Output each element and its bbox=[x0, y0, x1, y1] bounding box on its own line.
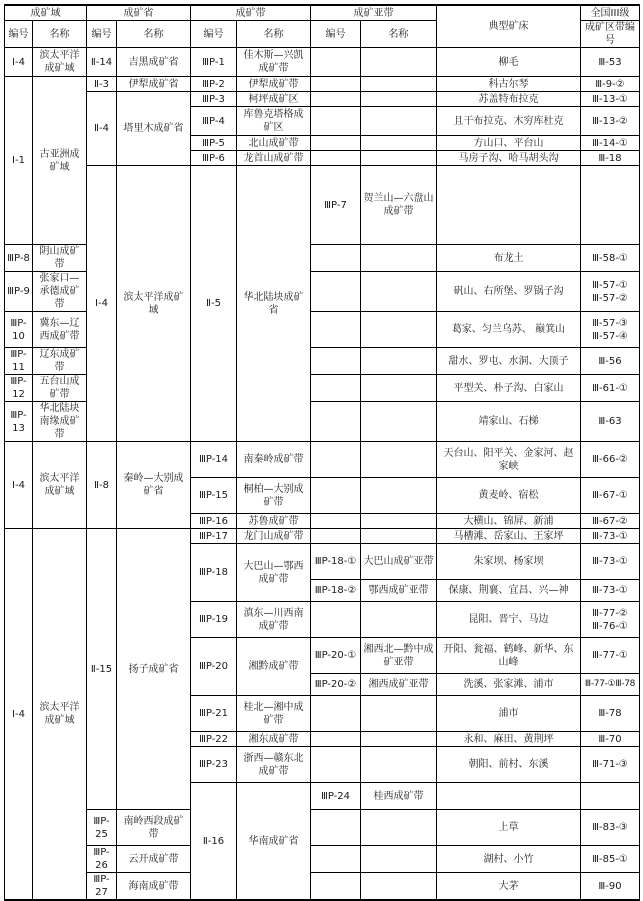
province-code: Ⅱ-8 bbox=[87, 442, 117, 529]
national-code: Ⅲ-57-③ Ⅲ-57-④ bbox=[581, 312, 640, 348]
mineralization-zones-table bbox=[4, 4, 640, 901]
province-code: Ⅱ-15 bbox=[87, 529, 117, 810]
header-belt: 成矿带 bbox=[191, 5, 311, 21]
deposit: 朱家坝、杨家坝 bbox=[437, 544, 581, 580]
belt-code: ⅢP-17 bbox=[191, 529, 237, 544]
subbelt-code bbox=[311, 873, 361, 901]
national-code: Ⅲ-85-① bbox=[581, 846, 640, 873]
belt-name: 龙门山成矿带 bbox=[237, 529, 311, 544]
subbelt-name bbox=[361, 846, 437, 873]
subbelt-name bbox=[361, 375, 437, 402]
belt-code: ⅢP-23 bbox=[191, 747, 237, 783]
subbelt-code bbox=[311, 77, 361, 92]
header-belt-code: 编号 bbox=[191, 21, 237, 48]
belt-code: ⅢP-26 bbox=[87, 846, 117, 873]
table-row bbox=[5, 529, 640, 544]
belt-name: 浙西—赣东北成矿带 bbox=[237, 747, 311, 783]
header-subbelt-code: 编号 bbox=[311, 21, 361, 48]
belt-name: 海南成矿带 bbox=[117, 873, 191, 901]
deposit: 布龙土 bbox=[437, 245, 581, 272]
domain-name: 滨太平洋成矿域 bbox=[33, 442, 87, 529]
national-code: Ⅲ-83-③ bbox=[581, 810, 640, 846]
belt-code: ⅢP-19 bbox=[191, 602, 237, 638]
subbelt-code bbox=[311, 245, 361, 272]
header-domain: 成矿域 bbox=[5, 5, 87, 21]
subbelt-code bbox=[311, 312, 361, 348]
national-code: Ⅲ-90 bbox=[581, 873, 640, 901]
table-row bbox=[5, 873, 640, 901]
national-code: Ⅲ-53 bbox=[581, 48, 640, 77]
domain-name: 古亚洲成矿域 bbox=[33, 77, 87, 245]
deposit: 朝阳、前村、东溪 bbox=[437, 747, 581, 783]
deposit: 大茅 bbox=[437, 873, 581, 901]
belt-name: 五台山成矿带 bbox=[33, 375, 87, 402]
subbelt-code bbox=[437, 783, 581, 810]
belt-name: 贺兰山—六盘山成矿带 bbox=[361, 166, 437, 245]
header-domain-code: 编号 bbox=[5, 21, 33, 48]
subbelt-code bbox=[311, 107, 361, 136]
subbelt-code bbox=[311, 348, 361, 375]
province-name: 吉黑成矿省 bbox=[117, 48, 191, 77]
subbelt-code bbox=[311, 402, 361, 442]
deposit: 甜水、罗屯、水洞、大顶子 bbox=[437, 348, 581, 375]
subbelt-code bbox=[311, 442, 361, 478]
subbelt-code bbox=[311, 514, 361, 529]
national-code: Ⅲ-58-① bbox=[581, 245, 640, 272]
subbelt-name bbox=[361, 514, 437, 529]
subbelt-name bbox=[361, 747, 437, 783]
deposit: 大横山、锦屏、新浦 bbox=[437, 514, 581, 529]
deposit: 湖村、小竹 bbox=[437, 846, 581, 873]
header-national-code: 成矿区带编号 bbox=[581, 21, 640, 48]
province-name: 塔里木成矿省 bbox=[117, 92, 191, 166]
subbelt-code bbox=[311, 602, 361, 638]
national-code: Ⅲ-73-① bbox=[581, 544, 640, 580]
deposit: 方山口、平台山 bbox=[437, 136, 581, 151]
deposit: 平型关、朴子沟、白家山 bbox=[437, 375, 581, 402]
belt-name: 桐柏—大别成矿带 bbox=[237, 478, 311, 514]
deposit: 上草 bbox=[437, 810, 581, 846]
subbelt-name bbox=[361, 732, 437, 747]
subbelt-code bbox=[311, 732, 361, 747]
subbelt-code bbox=[311, 529, 361, 544]
national-code: Ⅲ-70 bbox=[581, 732, 640, 747]
national-code: Ⅲ-13-① bbox=[581, 92, 640, 107]
subbelt-code: ⅢP-20-① bbox=[311, 638, 361, 674]
domain-name: 滨太平洋成矿域 bbox=[33, 529, 87, 901]
header-subbelt: 成矿亚带 bbox=[311, 5, 437, 21]
belt-code: ⅢP-18 bbox=[191, 544, 237, 602]
province-code: Ⅱ-16 bbox=[191, 783, 237, 901]
domain-name: 滨太平洋成矿域 bbox=[33, 48, 87, 77]
belt-name: 伊犁成矿带 bbox=[237, 77, 311, 92]
province-name: 华南成矿省 bbox=[237, 783, 311, 901]
deposit: 苏盖特布拉克 bbox=[437, 92, 581, 107]
table-row bbox=[5, 92, 640, 107]
domain-code: Ⅰ-1 bbox=[5, 77, 33, 245]
national-code: Ⅲ-77-①Ⅲ-78 bbox=[581, 674, 640, 696]
belt-name: 滇东—川西南成矿带 bbox=[237, 602, 311, 638]
belt-name: 北山成矿带 bbox=[237, 136, 311, 151]
subbelt-code bbox=[311, 747, 361, 783]
deposit: 马房子沟、哈马胡头沟 bbox=[437, 151, 581, 166]
belt-code: ⅢP-11 bbox=[5, 348, 33, 375]
table-row bbox=[5, 48, 640, 77]
belt-name: 南岭西段成矿带 bbox=[117, 810, 191, 846]
belt-name: 华北陆块南缘成矿带 bbox=[33, 402, 87, 442]
header-province-name: 名称 bbox=[117, 21, 191, 48]
national-code: Ⅲ-13-② bbox=[581, 107, 640, 136]
header-row-1 bbox=[5, 5, 640, 21]
belt-code: ⅢP-21 bbox=[191, 696, 237, 732]
deposit: 黄麦岭、宿松 bbox=[437, 478, 581, 514]
deposit: 开阳、瓮福、鹤峰、新华、东山峰 bbox=[437, 638, 581, 674]
belt-code: ⅢP-24 bbox=[311, 783, 361, 810]
deposit: 且干布拉克、木穷库杜克 bbox=[437, 107, 581, 136]
belt-code: ⅢP-2 bbox=[191, 77, 237, 92]
subbelt-name bbox=[581, 166, 640, 245]
table-container bbox=[4, 4, 639, 901]
subbelt-code bbox=[311, 136, 361, 151]
belt-code: ⅢP-12 bbox=[5, 375, 33, 402]
province-name: 华北陆块成矿省 bbox=[237, 166, 311, 442]
subbelt-code bbox=[311, 272, 361, 312]
belt-name: 湘黔成矿带 bbox=[237, 638, 311, 696]
subbelt-name bbox=[361, 402, 437, 442]
belt-code: ⅢP-9 bbox=[5, 272, 33, 312]
belt-name: 桂北—湘中成矿带 bbox=[237, 696, 311, 732]
province-code: Ⅱ-3 bbox=[87, 77, 117, 92]
subbelt-name bbox=[361, 312, 437, 348]
table-row bbox=[5, 442, 640, 478]
province-name: 扬子成矿省 bbox=[117, 529, 191, 810]
national-code: Ⅲ-67-② bbox=[581, 514, 640, 529]
national-code: Ⅲ-77-① bbox=[581, 638, 640, 674]
deposit: 矾山、右所堡、罗锅子沟 bbox=[437, 272, 581, 312]
subbelt-code: ⅢP-20-② bbox=[311, 674, 361, 696]
subbelt-code: ⅢP-18-① bbox=[311, 544, 361, 580]
province-name: 伊犁成矿省 bbox=[117, 77, 191, 92]
subbelt-code bbox=[311, 478, 361, 514]
subbelt-name bbox=[361, 48, 437, 77]
subbelt-code bbox=[311, 92, 361, 107]
subbelt-name bbox=[361, 151, 437, 166]
belt-code: ⅢP-20 bbox=[191, 638, 237, 696]
subbelt-name bbox=[361, 696, 437, 732]
belt-name: 桂西成矿带 bbox=[361, 783, 437, 810]
domain-code: Ⅰ-4 bbox=[5, 48, 33, 77]
belt-code: ⅢP-22 bbox=[191, 732, 237, 747]
header-subbelt-name: 名称 bbox=[361, 21, 437, 48]
belt-code: ⅢP-1 bbox=[191, 48, 237, 77]
belt-name: 大巴山—鄂西成矿带 bbox=[237, 544, 311, 602]
header-belt-name: 名称 bbox=[237, 21, 311, 48]
deposit: 洗溪、张家滩、浦市 bbox=[437, 674, 581, 696]
subbelt-name: 湘西北—黔中成矿亚带 bbox=[361, 638, 437, 674]
subbelt-name bbox=[581, 783, 640, 810]
belt-code: ⅢP-27 bbox=[87, 873, 117, 901]
belt-code: ⅢP-15 bbox=[191, 478, 237, 514]
deposit: 葛家、匀兰乌苏、 巅箕山 bbox=[437, 312, 581, 348]
national-code: Ⅲ-14-① bbox=[581, 136, 640, 151]
deposit: 浦市 bbox=[437, 696, 581, 732]
subbelt-name bbox=[361, 348, 437, 375]
domain-code: Ⅰ-4 bbox=[87, 166, 117, 442]
belt-code: ⅢP-5 bbox=[191, 136, 237, 151]
province-name: 秦岭—大别成矿省 bbox=[117, 442, 191, 529]
belt-code: ⅢP-8 bbox=[5, 245, 33, 272]
table-row bbox=[5, 77, 640, 92]
subbelt-name: 大巴山成矿亚带 bbox=[361, 544, 437, 580]
header-deposit: 典型矿床 bbox=[437, 5, 581, 48]
subbelt-code bbox=[311, 151, 361, 166]
subbelt-code bbox=[311, 48, 361, 77]
belt-code: ⅢP-4 bbox=[191, 107, 237, 136]
deposit: 永和、麻田、黄荆坪 bbox=[437, 732, 581, 747]
belt-code: ⅢP-25 bbox=[87, 810, 117, 846]
belt-name: 佳木斯—兴凯成矿带 bbox=[237, 48, 311, 77]
subbelt-code bbox=[437, 166, 581, 245]
domain-code: Ⅰ-4 bbox=[5, 442, 33, 529]
belt-code: ⅢP-14 bbox=[191, 442, 237, 478]
subbelt-code bbox=[311, 846, 361, 873]
national-code: Ⅲ-67-① bbox=[581, 478, 640, 514]
deposit: 马槽滩、岳家山、王家坪 bbox=[437, 529, 581, 544]
belt-name: 张家口—承德成矿带 bbox=[33, 272, 87, 312]
national-code: Ⅲ-66-② bbox=[581, 442, 640, 478]
belt-name: 柯坪成矿区 bbox=[237, 92, 311, 107]
subbelt-name bbox=[361, 873, 437, 901]
subbelt-name bbox=[361, 107, 437, 136]
deposit: 科古尔琴 bbox=[437, 77, 581, 92]
subbelt-name bbox=[361, 77, 437, 92]
belt-code: ⅢP-7 bbox=[311, 166, 361, 245]
subbelt-name bbox=[361, 272, 437, 312]
province-code: Ⅱ-5 bbox=[191, 166, 237, 442]
header-province: 成矿省 bbox=[87, 5, 191, 21]
province-code: Ⅱ-4 bbox=[87, 92, 117, 166]
national-code: Ⅲ-57-① Ⅲ-57-② bbox=[581, 272, 640, 312]
belt-name: 云开成矿带 bbox=[117, 846, 191, 873]
national-code: Ⅲ-71-③ bbox=[581, 747, 640, 783]
subbelt-name bbox=[361, 478, 437, 514]
header-domain-name: 名称 bbox=[33, 21, 87, 48]
subbelt-code bbox=[311, 696, 361, 732]
header-province-code: 编号 bbox=[87, 21, 117, 48]
national-code: Ⅲ-73-① bbox=[581, 580, 640, 602]
subbelt-code bbox=[311, 375, 361, 402]
domain-code: Ⅰ-4 bbox=[5, 529, 33, 901]
deposit: 柳毛 bbox=[437, 48, 581, 77]
deposit: 保康、荆襄、宜昌、兴—神 bbox=[437, 580, 581, 602]
subbelt-code: ⅢP-18-② bbox=[311, 580, 361, 602]
national-code: Ⅲ-77-② Ⅲ-76-① bbox=[581, 602, 640, 638]
belt-name: 库鲁克塔格成矿区 bbox=[237, 107, 311, 136]
national-code: Ⅲ-9-② bbox=[581, 77, 640, 92]
subbelt-name bbox=[361, 442, 437, 478]
deposit: 天台山、阳平关、金家河、赵家峡 bbox=[437, 442, 581, 478]
belt-name: 苏鲁成矿带 bbox=[237, 514, 311, 529]
deposit: 昆阳、晋宁、马边 bbox=[437, 602, 581, 638]
belt-name: 南秦岭成矿带 bbox=[237, 442, 311, 478]
deposit: 靖家山、石梯 bbox=[437, 402, 581, 442]
subbelt-name: 鄂西成矿亚带 bbox=[361, 580, 437, 602]
belt-name: 冀东—辽西成矿带 bbox=[33, 312, 87, 348]
belt-name: 阴山成矿带 bbox=[33, 245, 87, 272]
subbelt-name bbox=[361, 136, 437, 151]
national-code: Ⅲ-18 bbox=[581, 151, 640, 166]
national-code: Ⅲ-56 bbox=[581, 348, 640, 375]
domain-name: 滨太平洋成矿域 bbox=[117, 166, 191, 442]
belt-code: ⅢP-6 bbox=[191, 151, 237, 166]
belt-name: 龙首山成矿带 bbox=[237, 151, 311, 166]
belt-name: 辽东成矿带 bbox=[33, 348, 87, 375]
belt-name: 湘东成矿带 bbox=[237, 732, 311, 747]
subbelt-name bbox=[361, 92, 437, 107]
province-code: Ⅱ-14 bbox=[87, 48, 117, 77]
belt-code: ⅢP-16 bbox=[191, 514, 237, 529]
national-code: Ⅲ-73-① bbox=[581, 529, 640, 544]
subbelt-name bbox=[361, 602, 437, 638]
table-row bbox=[5, 846, 640, 873]
national-code: Ⅲ-63 bbox=[581, 402, 640, 442]
header-national: 全国III级 bbox=[581, 5, 640, 21]
table-row bbox=[5, 166, 640, 245]
national-code: Ⅲ-78 bbox=[581, 696, 640, 732]
national-code: Ⅲ-61-① bbox=[581, 375, 640, 402]
belt-code: ⅢP-10 bbox=[5, 312, 33, 348]
subbelt-name bbox=[361, 529, 437, 544]
belt-code: ⅢP-3 bbox=[191, 92, 237, 107]
subbelt-name bbox=[361, 245, 437, 272]
belt-code: ⅢP-13 bbox=[5, 402, 33, 442]
subbelt-name: 湘西成矿亚带 bbox=[361, 674, 437, 696]
